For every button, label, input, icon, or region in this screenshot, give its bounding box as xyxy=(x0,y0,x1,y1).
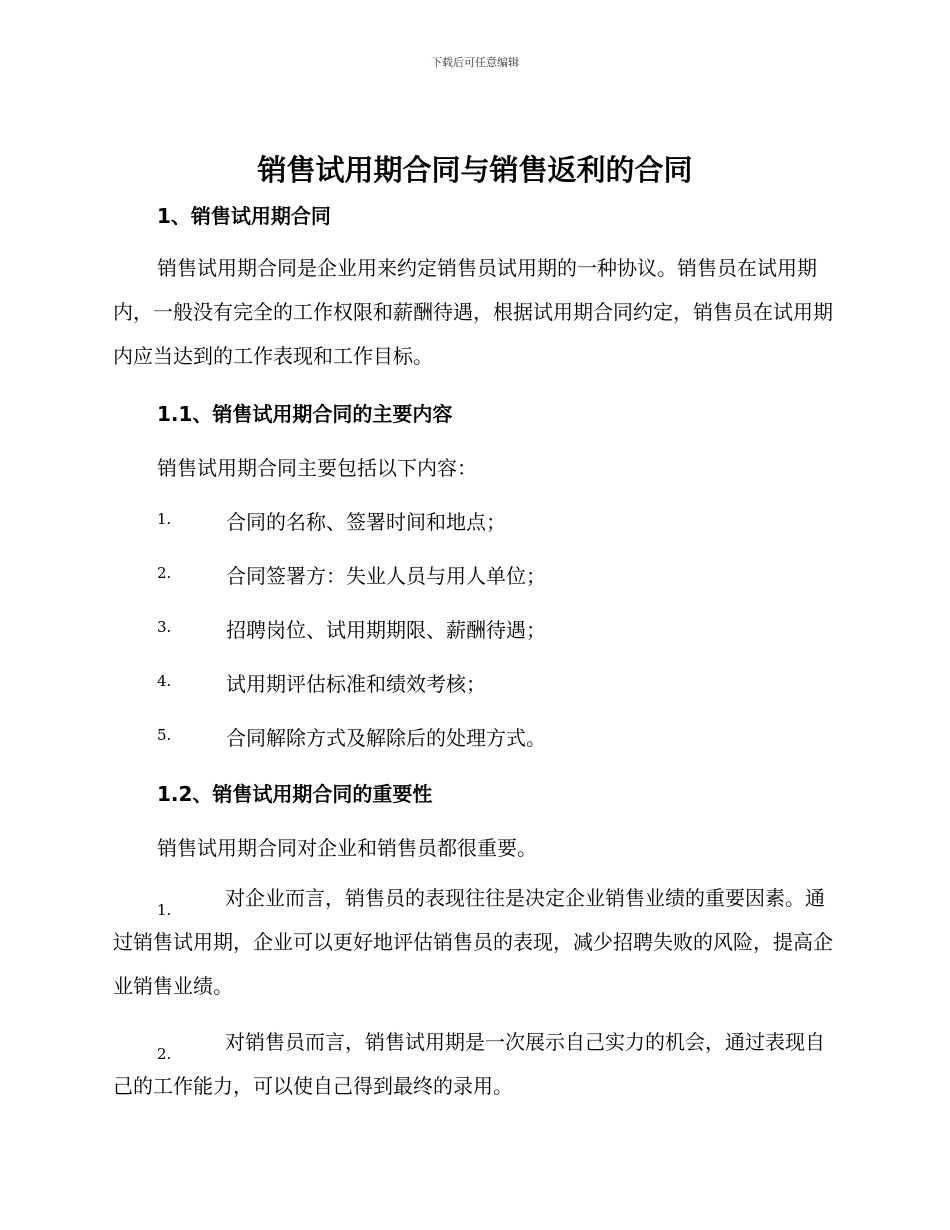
list-item-text: 对企业而言，销售员的表现往往是决定企业销售业绩的重要因素。通过销售试用期，企业可以更好地评估销售员的表现，减少招聘失败的风险，提高企业销售业绩。 xyxy=(113,886,833,998)
document-title: 销售试用期合同与销售返利的合同 xyxy=(257,153,693,187)
section-1-2-intro: 销售试用期合同对企业和销售员都很重要。 xyxy=(157,836,537,860)
list-item-number: 3. xyxy=(157,618,172,636)
list-item xyxy=(113,1020,837,1108)
section-heading-1-1: 1.1、销售试用期合同的主要内容 xyxy=(157,402,453,426)
section-1-paragraph: 销售试用期合同是企业用来约定销售员试用期的一种协议。销售员在试用期内，一般没有完全的工作权限和薪酬待遇，根据试用期合同约定，销售员在试用期内应当达到的工作表现和工作目标。 xyxy=(113,256,833,368)
list-item-number: 5. xyxy=(157,726,172,744)
section-1-1-intro: 销售试用期合同主要包括以下内容： xyxy=(157,456,477,480)
section-heading-1: 1、销售试用期合同 xyxy=(157,204,331,228)
list-item-text: 招聘岗位、试用期期限、薪酬待遇； xyxy=(226,618,546,642)
page-header-note: 下载后可任意编辑 xyxy=(431,56,519,69)
list-item xyxy=(113,876,837,1008)
list-item-number: 4. xyxy=(157,672,172,690)
list-item-number: 1. xyxy=(157,510,172,528)
list-item-text: 对销售员而言，销售试用期是一次展示自己实力的机会，通过表现自己的工作能力，可以使自己得到最终的录用。 xyxy=(113,1030,825,1098)
list-item-text: 合同解除方式及解除后的处理方式。 xyxy=(226,726,546,750)
list-item-number: 1. xyxy=(157,901,172,919)
list-item-text: 合同签署方：失业人员与用人单位； xyxy=(226,564,546,588)
list-item-text: 合同的名称、签署时间和地点； xyxy=(226,510,506,534)
section-heading-1-2: 1.2、销售试用期合同的重要性 xyxy=(157,782,433,806)
list-item-number: 2. xyxy=(157,564,172,582)
list-item-text: 试用期评估标准和绩效考核； xyxy=(226,672,486,696)
list-item-number: 2. xyxy=(157,1045,172,1063)
